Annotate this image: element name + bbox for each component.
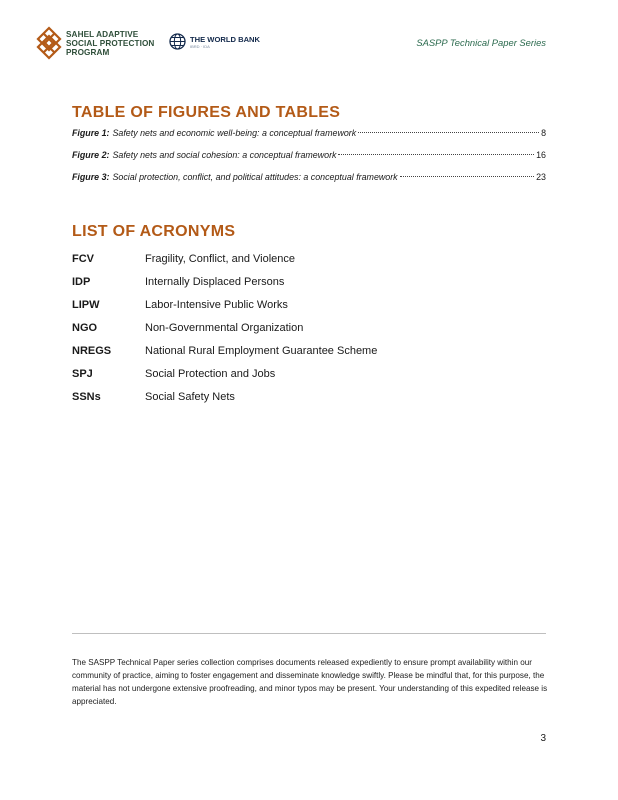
figures-list xyxy=(72,128,546,194)
footer-disclaimer: The SASPP Technical Paper series collection comprises documents released expediently to ensure prompt availability within our community of practice, aiming to foster engagement and disseminate knowledge swiftly. Please be mindful that, for this purpose, the material has not undergone extensive proofreading, and minor typos may be present. Your understanding of this expedited release is appreciated. xyxy=(72,658,548,706)
world-bank-logo xyxy=(169,33,260,50)
leader-dots xyxy=(358,132,539,133)
acronym-row: IDP Internally Displaced Persons xyxy=(72,275,285,288)
figure-entry[interactable]: Figure 2: Safety nets and social cohesion: a conceptual framework 16 xyxy=(72,150,546,160)
acronym-row: SPJ Social Protection and Jobs xyxy=(72,367,276,380)
acronym-row: NGO Non-Governmental Organization xyxy=(72,321,304,334)
figure-entry[interactable]: Figure 3: Social protection, conflict, and political attitudes: a conceptual framework 23 xyxy=(72,172,546,182)
figure-entry[interactable]: Figure 1: Safety nets and economic well-being: a conceptual framework 8 xyxy=(72,128,546,138)
world-bank-sub: IBRD · IDA xyxy=(190,43,210,49)
sahel-logo xyxy=(36,26,154,60)
page-number: 3 xyxy=(540,733,546,744)
acronym-row: SSNs Social Safety Nets xyxy=(72,390,235,403)
sahel-knot-icon xyxy=(36,26,62,60)
acronyms-heading: LIST OF ACRONYMS xyxy=(72,223,236,240)
page-header xyxy=(36,26,546,66)
leader-dots xyxy=(338,154,534,155)
footer-divider xyxy=(72,633,546,634)
acronym-row: LIPW Labor-Intensive Public Works xyxy=(72,298,288,311)
sahel-logo-text: SAHEL ADAPTIVE SOCIAL PROTECTION PROGRAM xyxy=(66,29,155,57)
globe-icon xyxy=(169,33,186,50)
acronyms-list xyxy=(72,247,546,408)
leader-dots xyxy=(400,176,535,177)
series-title: SASPP Technical Paper Series xyxy=(416,37,546,48)
acronym-row: NREGS National Rural Employment Guarantee Scheme xyxy=(72,344,378,357)
acronym-row: FCV Fragility, Conflict, and Violence xyxy=(72,252,295,265)
world-bank-name: THE WORLD BANK xyxy=(190,34,261,44)
figures-heading: TABLE OF FIGURES AND TABLES xyxy=(72,104,341,121)
